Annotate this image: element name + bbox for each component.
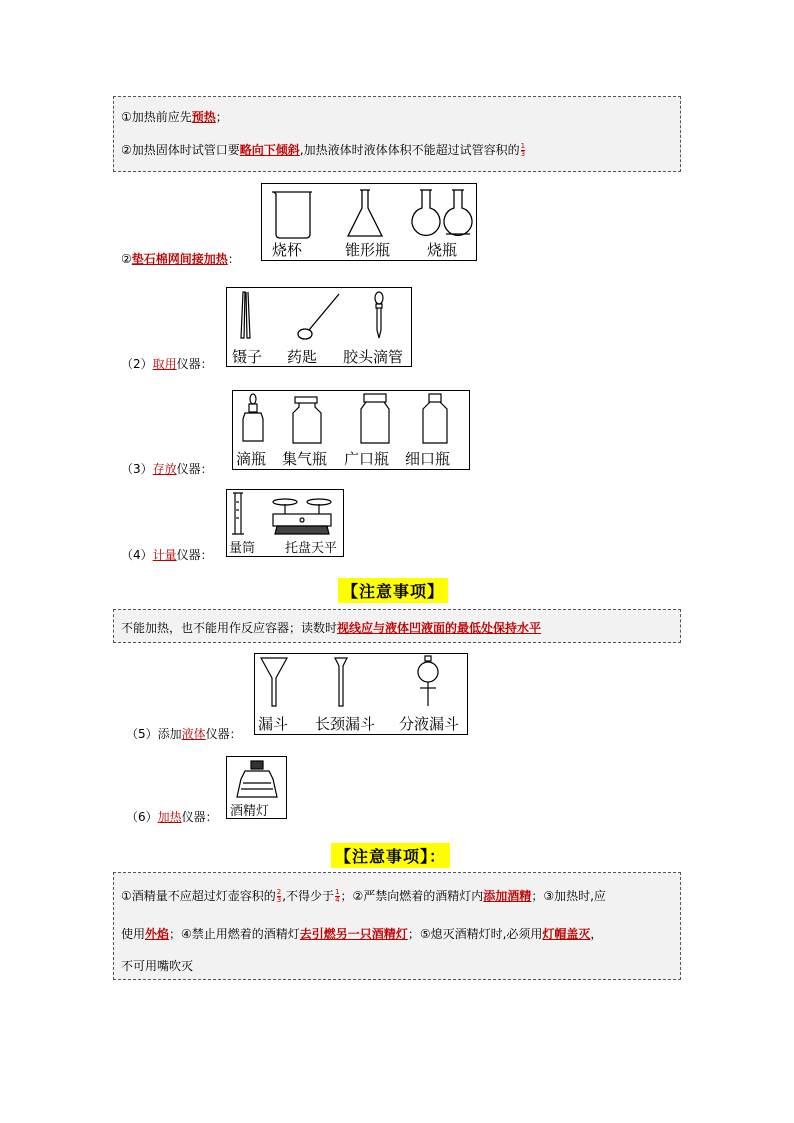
highlight-outer-flame: 外焰 xyxy=(145,927,170,941)
figure-storage-instruments xyxy=(232,390,470,470)
beaker-icon xyxy=(272,192,312,238)
fraction-two-thirds: $\frac{2}{3}$ xyxy=(276,888,282,904)
caption-cylinder: 量筒 xyxy=(229,541,256,556)
caption-gas-jar: 集气瓶 xyxy=(282,450,328,468)
caption-wide-mouth-bottle: 广口瓶 xyxy=(344,450,390,468)
banner-notes-2: 【注意事项】： xyxy=(331,843,450,868)
separatory-funnel-icon xyxy=(418,656,438,706)
spoon-icon xyxy=(298,294,339,339)
highlight-preheat: 预热 xyxy=(191,110,216,124)
highlight-no-ignite: 去引燃另一只酒精灯 xyxy=(299,927,408,941)
caption-separatory-funnel: 分液漏斗 xyxy=(399,715,460,733)
heating-notes-box xyxy=(113,96,681,172)
fraction-one-quarter: $\frac{1}{4}$ xyxy=(335,888,340,904)
caption-balance: 托盘天平 xyxy=(285,541,338,556)
banner-notes-1: 【注意事项】 xyxy=(338,578,448,603)
caption-conical-flask: 锥形瓶 xyxy=(345,241,391,259)
conical-flask-icon xyxy=(348,190,382,236)
alcohol-lamp-notes-box xyxy=(113,872,681,980)
caption-dropping-bottle: 滴瓶 xyxy=(236,450,267,468)
graduated-cylinder-icon xyxy=(232,493,244,534)
fraction-one-third: $\frac{1}{3}$ xyxy=(520,142,526,158)
label-measuring-instruments: （4）计量仪器： xyxy=(121,548,213,562)
tweezers-icon xyxy=(241,292,250,338)
long-neck-funnel-icon xyxy=(335,658,347,706)
narrow-mouth-bottle-icon xyxy=(423,394,447,443)
note-line-reading: 不能加热，也不能用作反应容器；读数时视线应与液体凹液面的最低处保持水平 xyxy=(121,621,542,635)
figure-indirect-heating-glassware xyxy=(261,183,477,261)
note-line-lamp-2: 使用外焰；④禁止用燃着的酒精灯去引燃另一只酒精灯；⑤熄灭酒精灯时,必须用灯帽盖灭， xyxy=(121,927,603,941)
flat-flask-icon xyxy=(444,190,472,235)
wide-mouth-bottle-icon xyxy=(361,394,389,443)
caption-spoon: 药匙 xyxy=(287,348,318,366)
alcohol-lamp-icon xyxy=(237,761,277,797)
caption-long-neck-funnel: 长颈漏斗 xyxy=(315,715,376,733)
highlight-tilt: 略向下倾斜 xyxy=(239,143,300,157)
label-heating-instruments: （6）加热仪器： xyxy=(126,810,218,824)
caption-funnel: 漏斗 xyxy=(258,715,289,733)
caption-flask: 烧瓶 xyxy=(427,241,458,259)
label-liquid-instruments: （5）添加液体仪器： xyxy=(126,727,242,741)
note-line-preheat: ①加热前应先预热； xyxy=(121,110,228,124)
highlight-lamp-cap: 灯帽盖灭 xyxy=(542,927,591,941)
label-asbestos-net: ②垫石棉网间接加热： xyxy=(121,252,240,266)
figure-heating-instrument xyxy=(226,756,287,819)
label-storage-instruments: （3）存放仪器： xyxy=(121,462,213,476)
note-line-lamp-3: 不可用嘴吹灭 xyxy=(121,959,194,973)
dropping-bottle-icon xyxy=(243,394,263,441)
figure-taking-instruments xyxy=(226,287,412,367)
label-taking-instruments: （2）取用仪器： xyxy=(121,357,213,371)
caption-tweezers: 镊子 xyxy=(232,348,263,366)
figure-measuring-instruments xyxy=(226,489,344,557)
funnel-icon xyxy=(261,658,287,706)
highlight-reading: 视线应与液体凹液面的最低处保持水平 xyxy=(337,621,542,635)
caption-dropper: 胶头滴管 xyxy=(343,348,404,366)
note-line-tilt: ②加热固体时试管口要略向下倾斜,加热液体时液体体积不能超过试管容积的 $\frac{1}{3}$ xyxy=(121,142,526,158)
figure-liquid-instruments xyxy=(254,653,468,735)
gas-jar-icon xyxy=(293,397,321,443)
note-line-lamp-1: ①酒精量不应超过灯壶容积的 $\frac{2}{3}$ ,不得少于 $\frac{1}{4}$ ；②严禁向燃着的酒精灯内添加酒精；③加热时,应 xyxy=(121,888,606,904)
caption-narrow-mouth-bottle: 细口瓶 xyxy=(405,450,451,468)
dropper-icon xyxy=(375,292,383,338)
balance-icon xyxy=(273,499,331,534)
caption-alcohol-lamp: 酒精灯 xyxy=(230,804,270,819)
caption-beaker: 烧杯 xyxy=(272,241,303,259)
highlight-add-alcohol: 添加酒精 xyxy=(483,889,532,903)
reading-notes-box xyxy=(113,609,681,643)
round-flask-icon xyxy=(412,190,440,235)
